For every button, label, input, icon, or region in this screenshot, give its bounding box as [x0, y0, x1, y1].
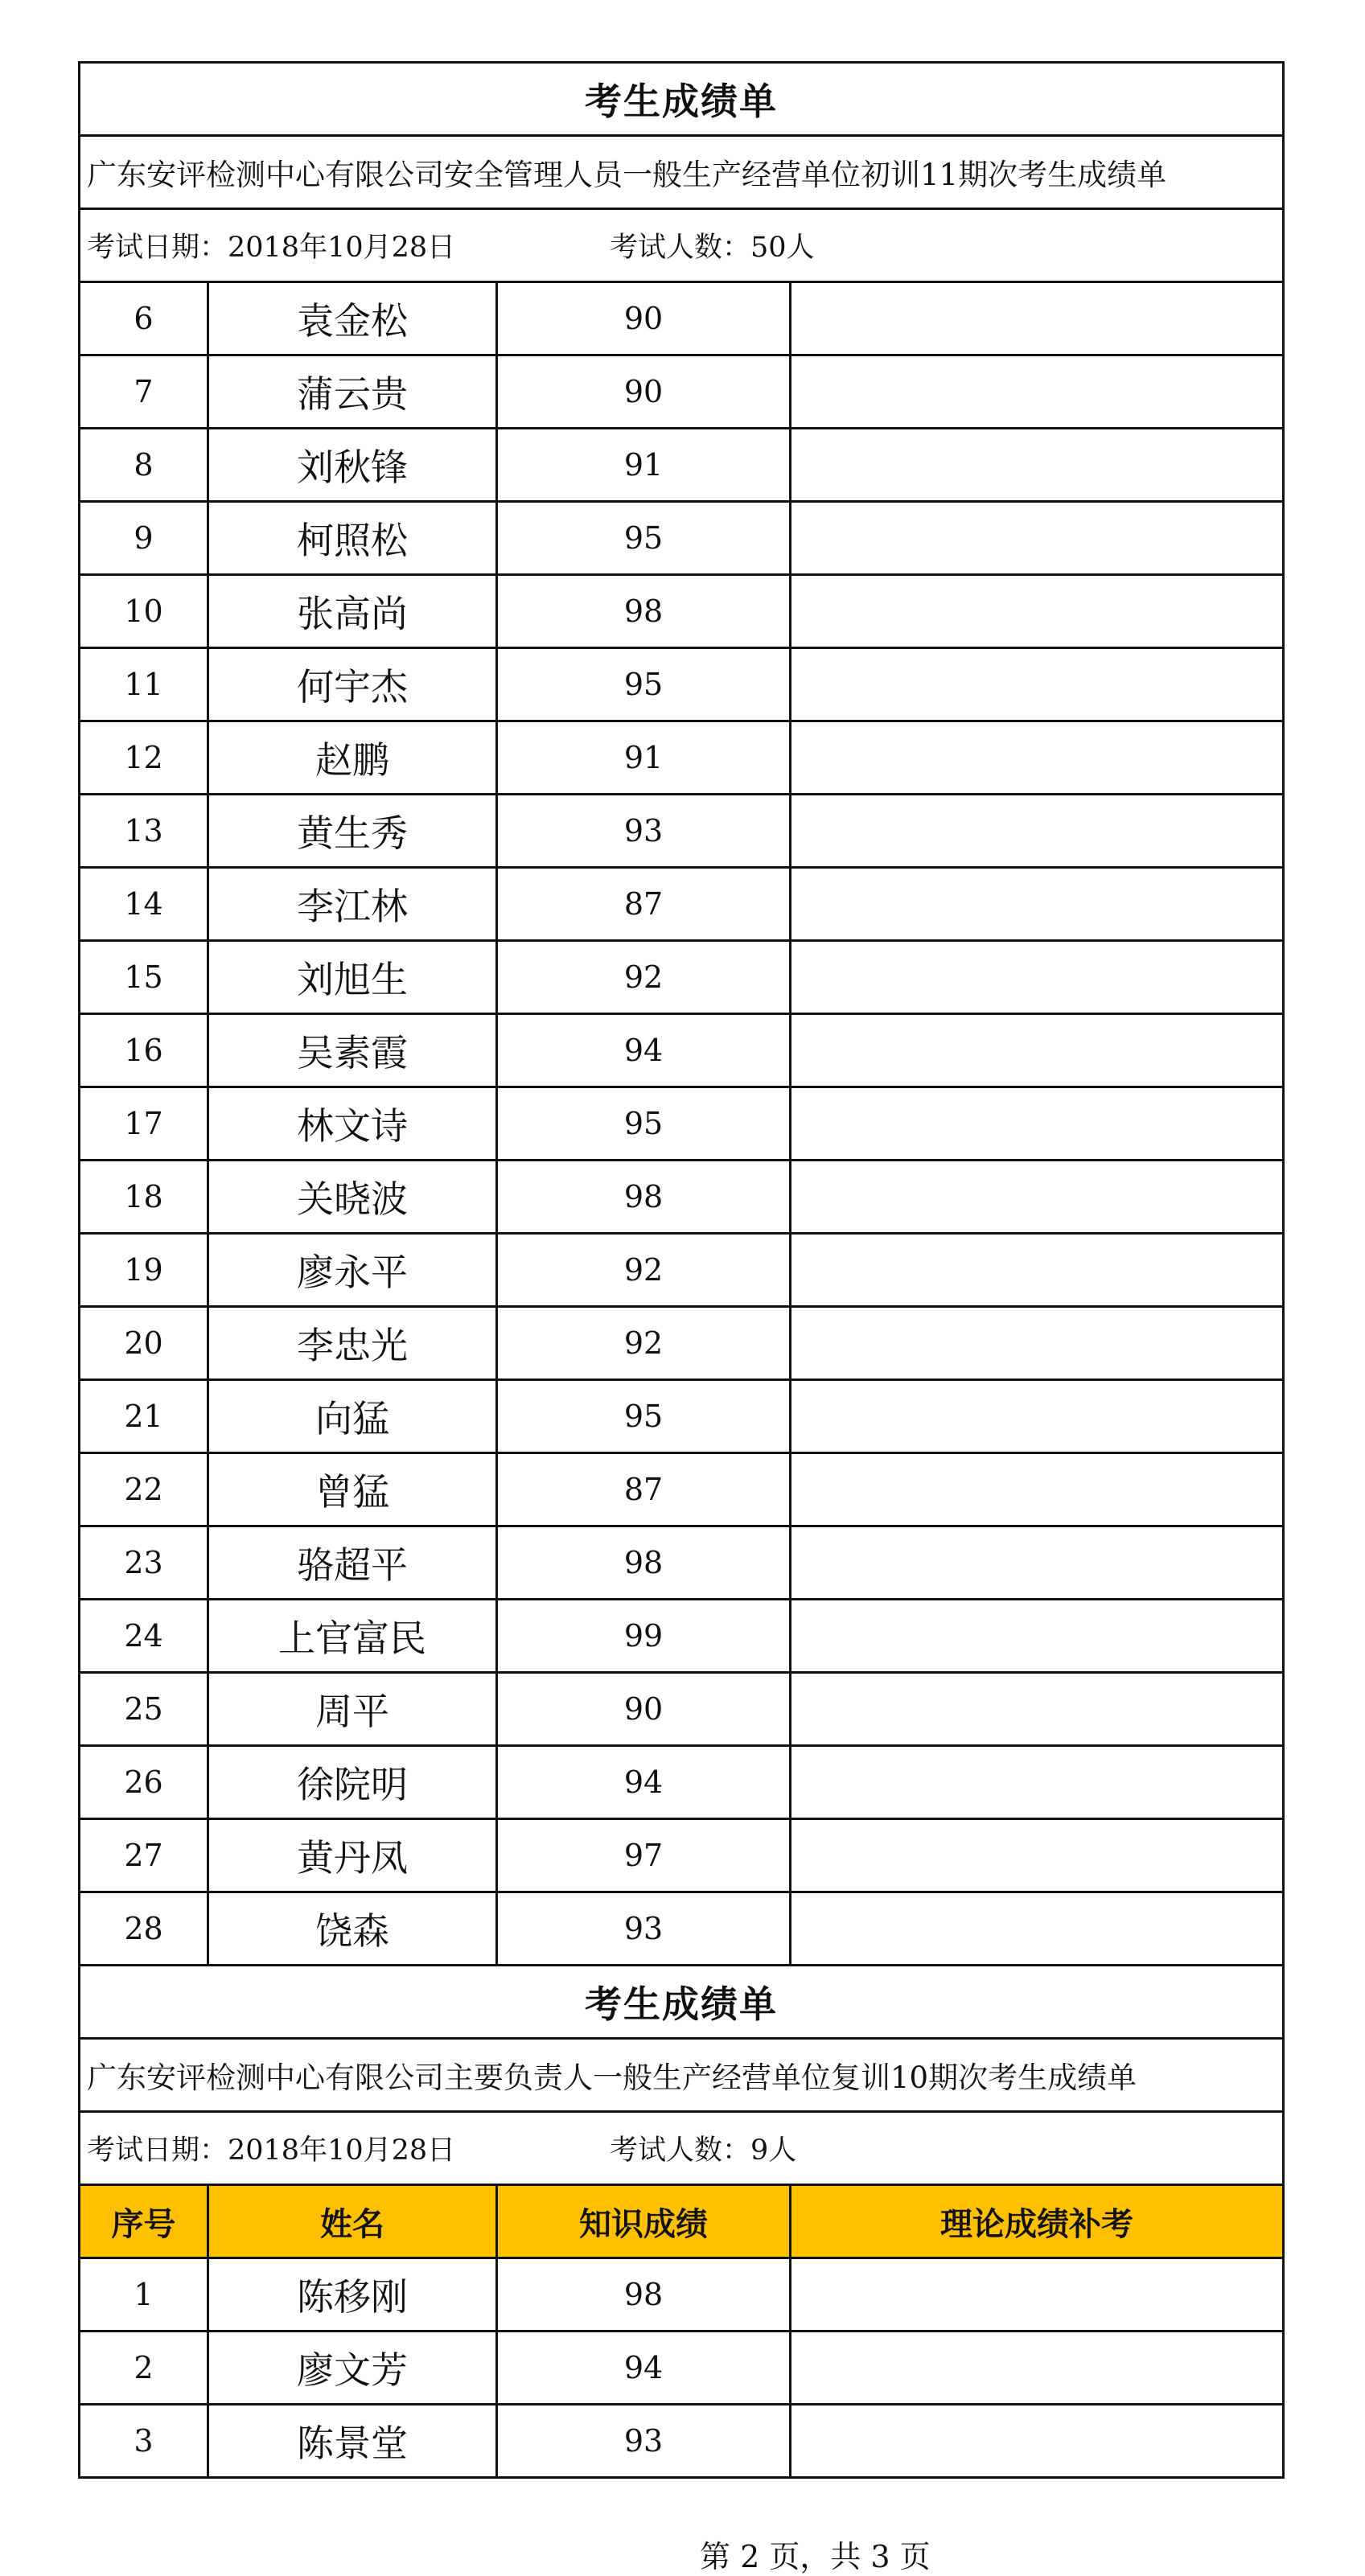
row-score: 97 [498, 1820, 791, 1891]
row-no: 20 [80, 1308, 209, 1378]
row-name: 陈移刚 [209, 2259, 498, 2330]
row-name: 袁金松 [209, 283, 498, 354]
row-score: 98 [498, 1527, 791, 1598]
exam-info [78, 210, 1285, 283]
row-no: 11 [80, 649, 209, 720]
row-makeup [791, 722, 1282, 793]
row-score: 98 [498, 1161, 791, 1232]
row-score: 94 [498, 1015, 791, 1086]
table-row [78, 1527, 1285, 1600]
table-row [78, 576, 1285, 649]
row-makeup [791, 1161, 1282, 1232]
row-name: 徐院明 [209, 1747, 498, 1818]
row-no: 23 [80, 1527, 209, 1598]
sheet-subtitle: 广东安评检测中心有限公司安全管理人员一般生产经营单位初训11期次考生成绩单 [78, 137, 1285, 210]
row-score: 87 [498, 1454, 791, 1525]
row-score: 91 [498, 722, 791, 793]
row-makeup [791, 1308, 1282, 1378]
row-score: 90 [498, 1674, 791, 1744]
page-number: 第 2 页，共 3 页 [700, 2539, 931, 2574]
row-makeup [791, 1747, 1282, 1818]
row-no: 27 [80, 1820, 209, 1891]
row-no: 17 [80, 1088, 209, 1159]
table-row [78, 429, 1285, 503]
exam-date-2: 考试日期：2018年10月28日 [87, 2134, 456, 2167]
table-row [78, 356, 1285, 429]
row-score: 92 [498, 1235, 791, 1305]
table-row [78, 869, 1285, 942]
table-row [78, 2405, 1285, 2479]
row-name: 赵鹏 [209, 722, 498, 793]
row-name: 李忠光 [209, 1308, 498, 1378]
row-makeup [791, 942, 1282, 1013]
row-score: 93 [498, 795, 791, 866]
table-row [78, 1600, 1285, 1674]
row-makeup [791, 1088, 1282, 1159]
row-makeup [791, 1527, 1282, 1598]
row-no: 13 [80, 795, 209, 866]
table-row [78, 1674, 1285, 1747]
table-row [78, 2259, 1285, 2332]
header-no: 序号 [80, 2186, 209, 2257]
row-score: 91 [498, 429, 791, 500]
row-score: 98 [498, 576, 791, 647]
row-score: 95 [498, 1381, 791, 1452]
row-no: 22 [80, 1454, 209, 1525]
row-score: 94 [498, 1747, 791, 1818]
row-makeup [791, 1600, 1282, 1671]
row-no: 26 [80, 1747, 209, 1818]
header-name: 姓名 [209, 2186, 498, 2257]
row-name: 廖文芳 [209, 2332, 498, 2403]
row-name: 吴素霞 [209, 1015, 498, 1086]
table-row [78, 283, 1285, 356]
row-name: 李江林 [209, 869, 498, 939]
row-score: 90 [498, 283, 791, 354]
row-makeup [791, 503, 1282, 573]
row-name: 向猛 [209, 1381, 498, 1452]
row-no: 21 [80, 1381, 209, 1452]
row-makeup [791, 869, 1282, 939]
table-row [78, 1161, 1285, 1235]
table-header [78, 2186, 1285, 2259]
table-row [78, 1820, 1285, 1893]
table-row [78, 649, 1285, 722]
row-name: 周平 [209, 1674, 498, 1744]
table-row [78, 1381, 1285, 1454]
row-makeup [791, 795, 1282, 866]
row-name: 蒲云贵 [209, 356, 498, 427]
sheet-title-2: 考生成绩单 [78, 1966, 1285, 2040]
row-no: 24 [80, 1600, 209, 1671]
row-makeup [791, 1381, 1282, 1452]
score-table-body-2 [78, 2259, 1285, 2479]
row-name: 骆超平 [209, 1527, 498, 1598]
row-no: 15 [80, 942, 209, 1013]
row-score: 93 [498, 2405, 791, 2476]
row-score: 93 [498, 1893, 791, 1964]
row-name: 刘旭生 [209, 942, 498, 1013]
row-makeup [791, 283, 1282, 354]
row-no: 7 [80, 356, 209, 427]
row-score: 95 [498, 503, 791, 573]
row-no: 16 [80, 1015, 209, 1086]
row-name: 饶森 [209, 1893, 498, 1964]
row-name: 林文诗 [209, 1088, 498, 1159]
row-no: 14 [80, 869, 209, 939]
row-makeup [791, 1893, 1282, 1964]
exam-count: 考试人数：50人 [610, 232, 815, 264]
row-score: 92 [498, 1308, 791, 1378]
row-no: 12 [80, 722, 209, 793]
row-makeup [791, 429, 1282, 500]
header-score: 知识成绩 [498, 2186, 791, 2257]
sheet-title: 考生成绩单 [78, 61, 1285, 137]
row-name: 关晓波 [209, 1161, 498, 1232]
exam-info-2 [78, 2113, 1285, 2186]
row-name: 柯照松 [209, 503, 498, 573]
row-no: 8 [80, 429, 209, 500]
row-name: 黄丹凤 [209, 1820, 498, 1891]
row-no: 25 [80, 1674, 209, 1744]
row-no: 18 [80, 1161, 209, 1232]
table-row [78, 1235, 1285, 1308]
row-score: 95 [498, 1088, 791, 1159]
row-score: 92 [498, 942, 791, 1013]
row-no: 10 [80, 576, 209, 647]
row-no: 9 [80, 503, 209, 573]
table-row [78, 722, 1285, 795]
row-score: 98 [498, 2259, 791, 2330]
row-name: 上官富民 [209, 1600, 498, 1671]
row-no: 2 [80, 2332, 209, 2403]
score-table-body [78, 283, 1285, 1966]
row-makeup [791, 576, 1282, 647]
row-no: 6 [80, 283, 209, 354]
row-makeup [791, 649, 1282, 720]
row-name: 曾猛 [209, 1454, 498, 1525]
row-no: 19 [80, 1235, 209, 1305]
row-makeup [791, 1015, 1282, 1086]
row-score: 95 [498, 649, 791, 720]
table-row [78, 795, 1285, 869]
row-makeup [791, 2405, 1282, 2476]
header-makeup: 理论成绩补考 [940, 2205, 1133, 2243]
row-no: 1 [80, 2259, 209, 2330]
row-name: 黄生秀 [209, 795, 498, 866]
table-row [78, 2332, 1285, 2405]
table-row [78, 942, 1285, 1015]
row-name: 何宇杰 [209, 649, 498, 720]
row-makeup [791, 1235, 1282, 1305]
exam-date: 考试日期：2018年10月28日 [87, 232, 456, 264]
row-makeup [791, 1674, 1282, 1744]
table-row [78, 1747, 1285, 1820]
row-no: 28 [80, 1893, 209, 1964]
row-name: 张高尚 [209, 576, 498, 647]
row-no: 3 [80, 2405, 209, 2476]
row-makeup [791, 356, 1282, 427]
row-score: 99 [498, 1600, 791, 1671]
table-row [78, 1015, 1285, 1088]
row-makeup [791, 1820, 1282, 1891]
sheet-subtitle-2: 广东安评检测中心有限公司主要负责人一般生产经营单位复训10期次考生成绩单 [78, 2040, 1285, 2113]
row-name: 陈景堂 [209, 2405, 498, 2476]
table-row [78, 1893, 1285, 1966]
score-sheet [78, 61, 1285, 2479]
row-name: 廖永平 [209, 1235, 498, 1305]
row-makeup [791, 2332, 1282, 2403]
table-row [78, 1308, 1285, 1381]
row-makeup [791, 2259, 1282, 2330]
table-row [78, 1454, 1285, 1527]
exam-count-2: 考试人数：9人 [610, 2134, 797, 2167]
table-row [78, 503, 1285, 576]
table-row [78, 1088, 1285, 1161]
row-score: 94 [498, 2332, 791, 2403]
row-score: 90 [498, 356, 791, 427]
row-name: 刘秋锋 [209, 429, 498, 500]
row-makeup [791, 1454, 1282, 1525]
row-score: 87 [498, 869, 791, 939]
